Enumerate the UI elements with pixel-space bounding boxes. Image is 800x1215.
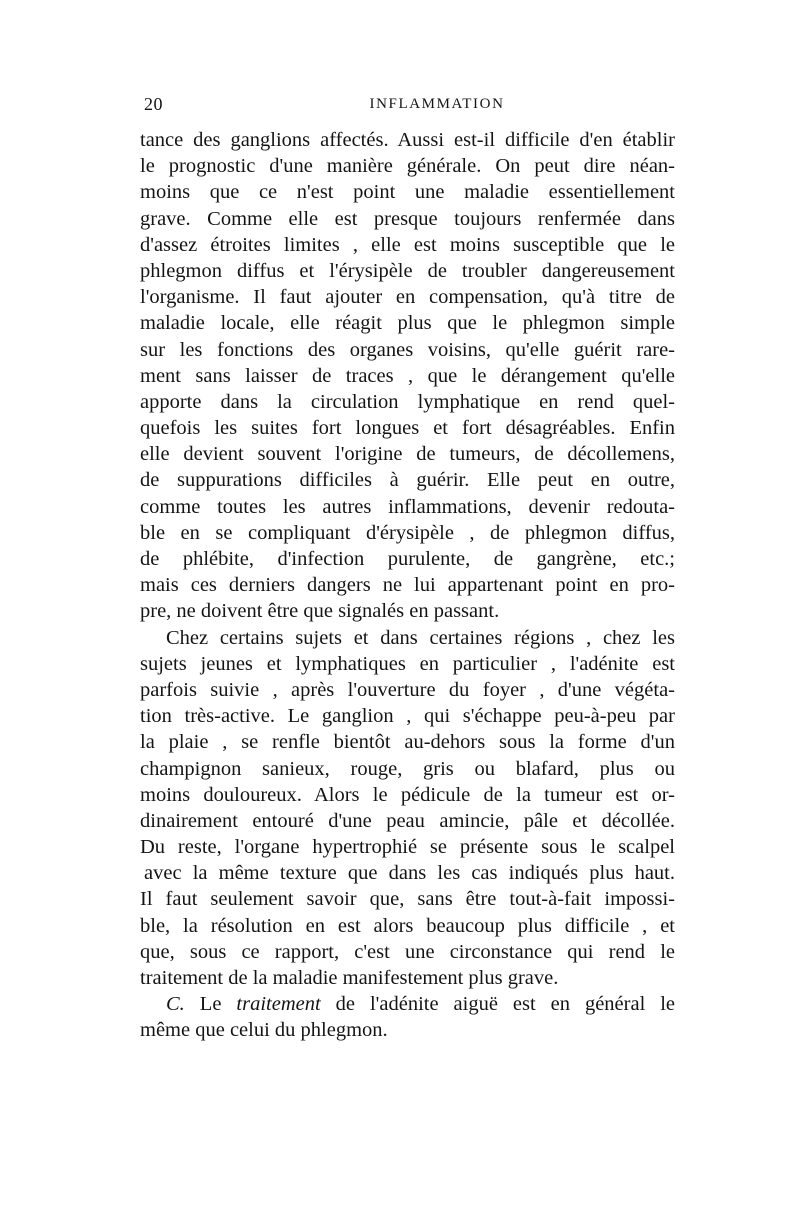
text-line: ble en se compliquant d'érysipèle , de phlegmon diffus, xyxy=(140,521,675,544)
text-fragment: Le xyxy=(199,993,222,1016)
text-line: champignon sanieux, rouge, gris ou blafard, plus ou xyxy=(140,757,675,780)
text-line: sujets jeunes et lymphatiques en particulier , l'adénite est xyxy=(140,652,675,675)
text-line: elle devient souvent l'origine de tumeurs, de décollemens, xyxy=(140,443,675,466)
page-header xyxy=(142,94,672,118)
running-head: INFLAMMATION xyxy=(369,96,505,112)
text-line: maladie locale, elle réagit plus que le phlegmon simple xyxy=(140,312,675,335)
text-line: même que celui du phlegmon. xyxy=(140,1019,388,1042)
text-fragment: de l'adénite aiguë est en général le xyxy=(335,993,676,1016)
text-line: que, sous ce rapport, c'est une circonstance qui rend le xyxy=(140,940,675,963)
text-line: sur les fonctions des organes voisins, qu'elle guérit rare- xyxy=(140,338,675,361)
text-line: la plaie , se renfle bientôt au-dehors sous la forme d'un xyxy=(140,731,675,754)
text-line: mais ces derniers dangers ne lui appartenant point en pro- xyxy=(140,574,675,597)
text-line: avec la même texture que dans les cas indiqués plus haut. xyxy=(144,862,675,885)
body-text xyxy=(140,127,675,1044)
text-line: Il faut seulement savoir que, sans être tout-à-fait impossi- xyxy=(140,888,675,911)
text-line: ble, la résolution en est alors beaucoup plus difficile , et xyxy=(140,914,675,937)
text-line: moins douloureux. Alors le pédicule de la tumeur est or- xyxy=(140,783,675,806)
text-line: parfois suivie , après l'ouverture du foyer , d'une végéta- xyxy=(140,678,675,701)
text-line: de suppurations difficiles à guérir. Elle peut en outre, xyxy=(140,469,675,492)
text-line: de phlébite, d'infection purulente, de gangrène, etc.; xyxy=(140,548,675,570)
text-line: dinairement entouré d'une peau amincie, pâle et décollée. xyxy=(140,809,675,832)
text-line: phlegmon diffus et l'érysipèle de troubler dangereusement xyxy=(140,259,675,282)
text-line: l'organisme. Il faut ajouter en compensation, qu'à titre de xyxy=(140,286,675,309)
text-line: tance des ganglions affectés. Aussi est-il difficile d'en établir xyxy=(140,129,675,151)
paragraph-c-first-line xyxy=(140,991,675,1017)
text-line: traitement de la maladie manifestement plus grave. xyxy=(140,967,559,989)
text-line: quefois les suites fort longues et fort désagréables. Enfin xyxy=(140,417,675,440)
text-line: tion très-active. Le ganglion , qui s'échappe peu-à-peu par xyxy=(140,705,675,728)
text-line: comme toutes les autres inflammations, devenir redouta- xyxy=(140,495,675,518)
text-line: d'assez étroites limites , elle est moins susceptible que le xyxy=(140,233,675,256)
text-line: Du reste, l'organe hypertrophié se présente sous le scalpel xyxy=(140,836,675,859)
section-label: C. xyxy=(166,993,185,1016)
text-line: moins que ce n'est point une maladie essentiellement xyxy=(140,181,675,204)
text-line: grave. Comme elle est presque toujours renfermée dans xyxy=(140,207,675,230)
text-line: le prognostic d'une manière générale. On peut dire néan- xyxy=(140,155,675,178)
emphasis-term: traitement xyxy=(236,993,321,1016)
page-number: 20 xyxy=(144,94,163,114)
text-line: ment sans laisser de traces , que le dérangement qu'elle xyxy=(140,364,675,387)
text-line: Chez certains sujets et dans certaines régions , chez les xyxy=(166,626,675,649)
text-line: pre, ne doivent être que signalés en passant. xyxy=(140,600,500,623)
text-line: apporte dans la circulation lymphatique en rend quel- xyxy=(140,390,675,413)
